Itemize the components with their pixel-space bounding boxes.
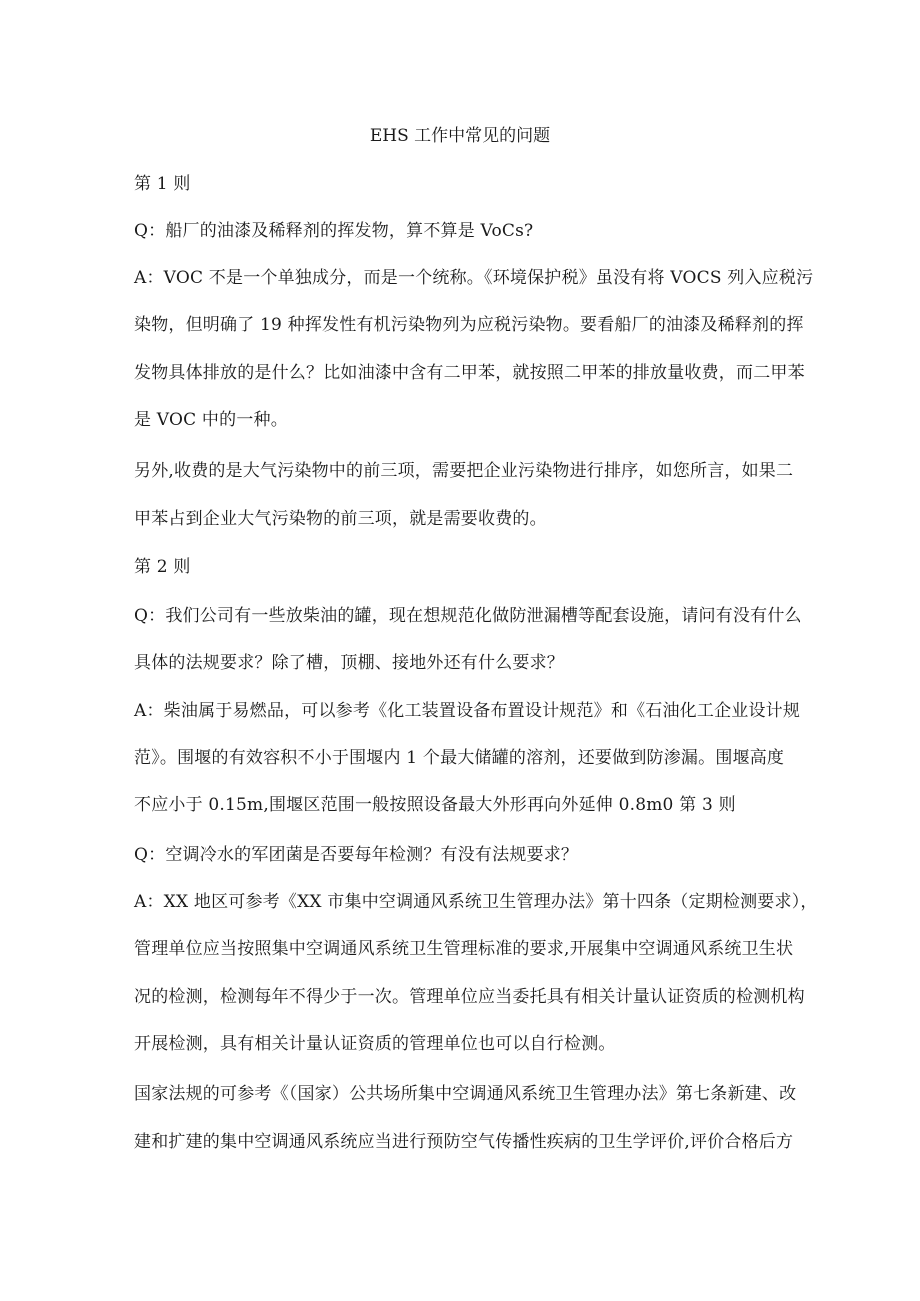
answer-text: 开展检测，具有相关计量认证资质的管理单位也可以自行检测。 (134, 1034, 616, 1054)
question-text: Q：我们公司有一些放柴油的罐，现在想规范化做防泄漏槽等配套设施，请问有没有什么 (134, 606, 802, 626)
answer-text: 发物具体排放的是什么？比如油漆中含有二甲苯，就按照二甲苯的排放量收费，而二甲苯 (134, 363, 805, 383)
answer-text: A：柴油属于易燃品，可以参考《化工装置设备布置设计规范》和《石油化工企业设计规 (134, 701, 801, 721)
section-heading: 第 1 则 (134, 174, 191, 194)
answer-text: 况的检测，检测每年不得少于一次。管理单位应当委托具有相关计量认证资质的检测机构 (134, 987, 805, 1007)
answer-text: 另外,收费的是大气污染物中的前三项，需要把企业污染物进行排序，如您所言，如果二 (134, 461, 794, 481)
section-heading: 第 2 则 (134, 557, 191, 577)
answer-text: 范》。围堰的有效容积不小于围堰内 1 个最大储罐的溶剂，还要做到防渗漏。围堰高度 (134, 748, 785, 768)
answer-text: 国家法规的可参考《（国家）公共场所集中空调通风系统卫生管理办法》第七条新建、改 (134, 1084, 797, 1104)
answer-text: 甲苯占到企业大气污染物的前三项，就是需要收费的。 (134, 509, 547, 529)
answer-text: 不应小于 0.15m,围堰区范围一般按照设备最大外形再向外延伸 0.8m0 第 3 则 (134, 795, 736, 815)
answer-text: 建和扩建的集中空调通风系统应当进行预防空气传播性疾病的卫生学评价,评价合格后方 (134, 1132, 794, 1152)
answer-text: A：XX 地区可参考《XX 市集中空调通风系统卫生管理办法》第十四条（定期检测要求）， (134, 892, 818, 912)
question-text: Q：空调冷水的军团菌是否要每年检测？有没有法规要求？ (134, 845, 579, 865)
answer-text: A：VOC 不是一个单独成分，而是一个统称。《环境保护税》虽没有将 VOCS 列入应税污 (134, 268, 814, 288)
question-text: 具体的法规要求？除了槽，顶棚、接地外还有什么要求？ (134, 653, 564, 673)
answer-text: 染物，但明确了 19 种挥发性有机污染物列为应税污染物。要看船厂的油漆及稀释剂的挥 (134, 315, 804, 335)
question-text: Q：船厂的油漆及稀释剂的挥发物，算不算是 VoCs? (134, 221, 534, 241)
answer-text: 是 VOC 中的一种。 (134, 410, 288, 430)
document-title: EHS 工作中常见的问题 (369, 126, 551, 146)
answer-text: 管理单位应当按照集中空调通风系统卫生管理标准的要求,开展集中空调通风系统卫生状 (134, 939, 794, 959)
